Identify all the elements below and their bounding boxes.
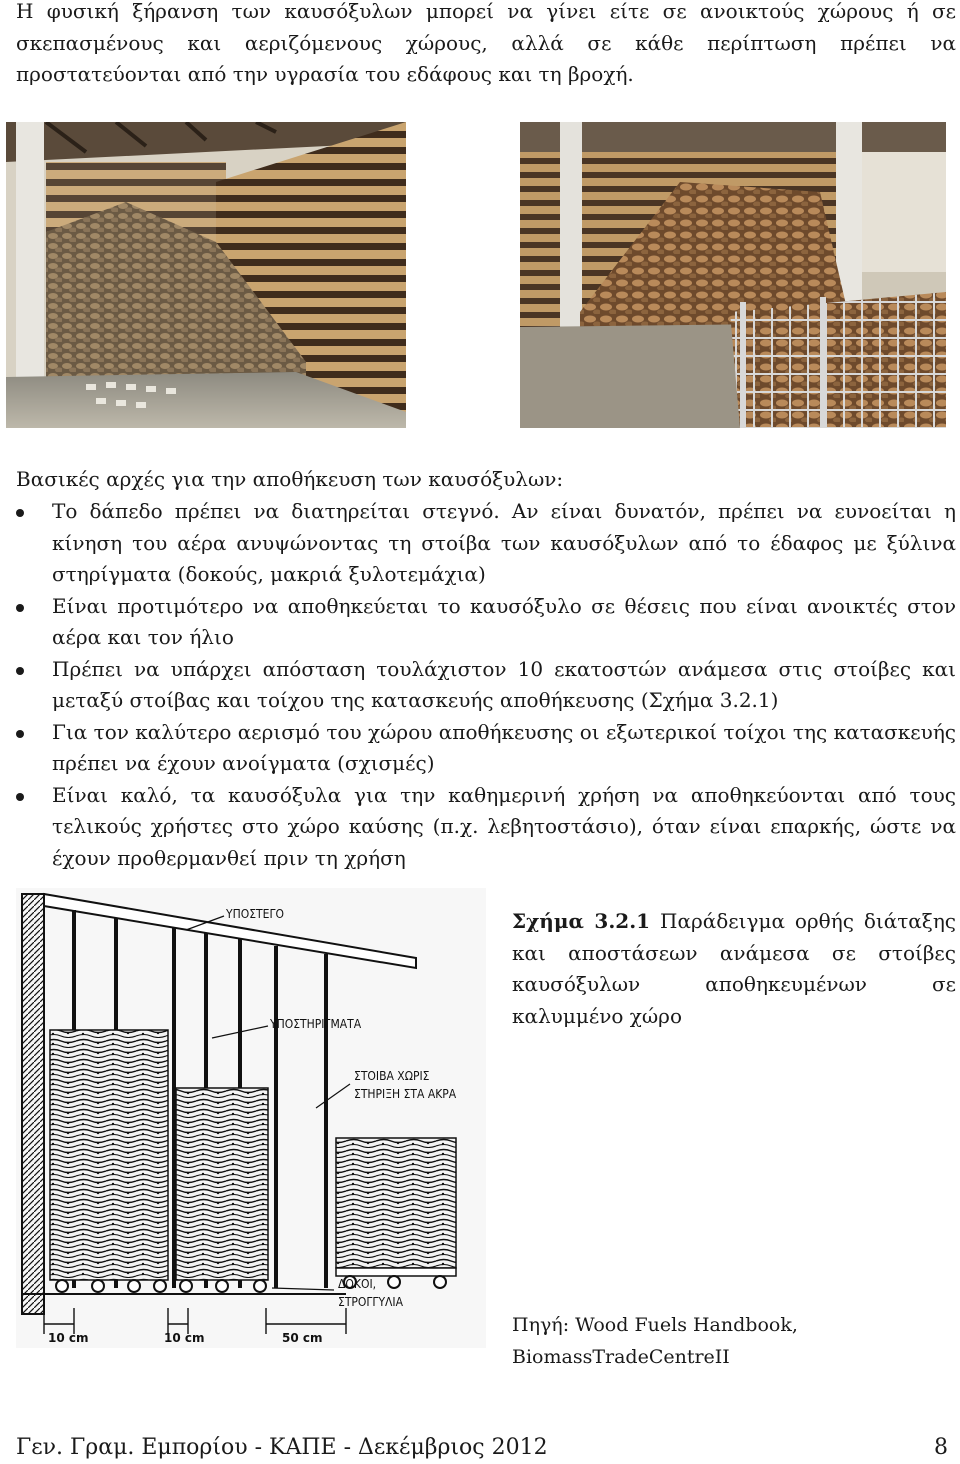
list-item: Είναι καλό, τα καυσόξυλα για την καθημερινή χρήση να αποθηκεύονται από τους τελικούς χρήστες στο χώρο καύσης (π.χ. λεβητοστάσιο), όταν είναι επαρκής, ώστε να έχουν προθερμανθεί πριν τη χρήση	[16, 780, 956, 875]
diagram-dim-1: 10 cm	[48, 1331, 89, 1345]
diagram-label-beams-line1: ΔΟΚΟΙ,	[338, 1277, 377, 1291]
figure-caption	[512, 906, 956, 1032]
diagram-label-beams-line2: ΣΤΡΟΓΓΥΛΙΑ	[338, 1295, 403, 1309]
list-item: Πρέπει να υπάρχει απόσταση τουλάχιστον 10 εκατοστών ανάμεσα στις στοίβες και μεταξύ στοίβας και τοίχου της κατασκευής αποθήκευσης (Σχήμα 3.2.1)	[16, 654, 956, 717]
photo-firewood-shed-right	[520, 122, 946, 428]
list-item: Για τον καλύτερο αερισμό του χώρου αποθήκευσης οι εξωτερικοί τοίχοι της κατασκευής πρέπει να έχουν ανοίγματα (σχισμές)	[16, 717, 956, 780]
diagram-dim-3: 50 cm	[282, 1331, 323, 1345]
bullet-icon	[16, 730, 24, 738]
figure-source: Πηγή: Wood Fuels Handbook, BiomassTradeCentreII	[512, 1314, 798, 1368]
diagram-label-supports: ΥΠΟΣΤΗΡΙΓΜΑΤΑ	[270, 1017, 362, 1031]
list-item: Είναι προτιμότερο να αποθηκεύεται το καυσόξυλο σε θέσεις που είναι ανοικτές στον αέρα και τον ήλιο	[16, 591, 956, 654]
figure-label: Σχήμα 3.2.1	[512, 909, 651, 933]
intro-paragraph: Η φυσική ξήρανση των καυσόξυλων μπορεί να γίνει είτε σε ανοικτούς χώρους ή σε σκεπασμένους και αεριζόμενους χώρους, αλλά σε κάθε περίπτωση πρέπει να προστατεύονται από την υγρασία του εδάφους και τη βροχή.	[16, 0, 956, 86]
diagram-label-stack-line1: ΣΤΟΙΒΑ ΧΩΡΙΣ	[354, 1069, 430, 1083]
bullet-icon	[16, 509, 24, 517]
diagram-label-roof: ΥΠΟΣΤΕΓΟ	[226, 907, 284, 921]
figure-caption-text: Παράδειγμα ορθής διάταξης και αποστάσεων ανάμεσα σε στοίβες καυσόξυλων αποθηκευμένων σε καλυμμένο χώρο	[512, 909, 956, 1028]
diagram-dim-2: 10 cm	[164, 1331, 205, 1345]
list-item: Το δάπεδο πρέπει να διατηρείται στεγνό. Αν είναι δυνατόν, πρέπει να ευνοείται η κίνηση του αέρα ανυψώνοντας τη στοίβα των καυσόξυλων από το έδαφος με ξύλινα στηρίγματα (δοκούς, μακριά ξυλοτεμάχια)	[16, 496, 956, 591]
bullet-icon	[16, 667, 24, 675]
stacking-diagram	[16, 888, 486, 1348]
storage-principles-heading: Βασικές αρχές για την αποθήκευση των καυσόξυλων:	[16, 467, 564, 491]
diagram-label-stack-line2: ΣΤΗΡΙΞΗ ΣΤΑ ΑΚΡΑ	[354, 1087, 457, 1101]
page-number: 8	[934, 1435, 948, 1460]
bullet-icon	[16, 793, 24, 801]
storage-principles-list	[16, 496, 956, 874]
footer-text: Γεν. Γραμ. Εμπορίου - ΚΑΠΕ - Δεκέμβριος 2012	[16, 1435, 548, 1460]
bullet-icon	[16, 604, 24, 612]
photo-firewood-shed-left	[6, 122, 406, 428]
